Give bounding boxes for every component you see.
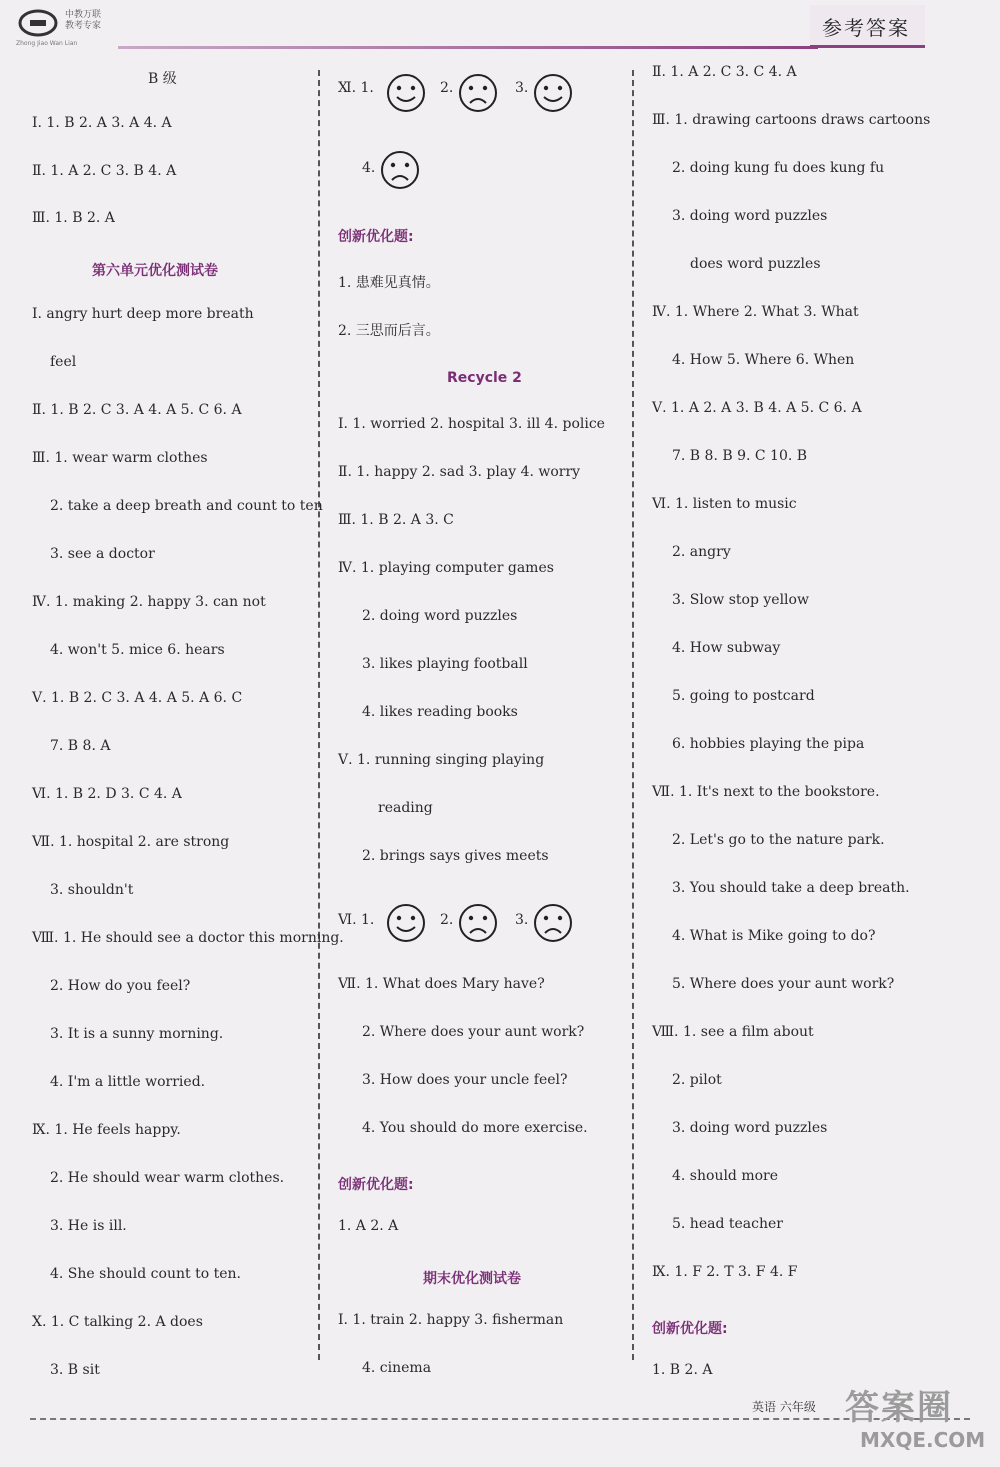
answer-line: 3. You should take a deep breath. [672,880,910,896]
answer-line: 2. angry [672,544,731,560]
answer-line: 4. You should do more exercise. [362,1120,588,1136]
answer-line: Ⅴ. 1. running singing playing [338,752,545,768]
answer-line: 1. B 2. A [652,1362,713,1378]
happy-face-icon [386,903,426,943]
answer-line: 1. 患难见真情。 [338,275,440,291]
answer-line: 3. [515,80,529,96]
answer-line: Ⅱ. 1. A 2. C 3. B 4. A [32,163,177,179]
answer-line: 6. hobbies playing the pipa [672,736,865,752]
answer-line: Ⅴ. 1. A 2. A 3. B 4. A 5. C 6. A [652,400,862,416]
answer-line: 4. should more [672,1168,779,1184]
answer-line: 3. see a doctor [50,546,155,562]
footer-rule [30,1418,970,1420]
answer-line: 3. doing word puzzles [672,208,828,224]
answer-line: 2. take a deep breath and count to ten [50,498,323,514]
answer-line: Ⅱ. 1. A 2. C 3. C 4. A [652,64,797,80]
section-heading: 创新优化题: [652,1321,728,1337]
answer-line: 3. Slow stop yellow [672,592,809,608]
answer-line: 2. brings says gives meets [362,848,549,864]
logo-subtext: Zhong Jiao Wan Lian [16,40,78,47]
answer-line: Ⅱ. 1. B 2. C 3. A 4. A 5. C 6. A [32,402,242,418]
answer-line: 2. Where does your aunt work? [362,1024,585,1040]
answer-line: 3. shouldn't [50,882,134,898]
answer-line: Ⅰ. 1. train 2. happy 3. fisherman [338,1312,564,1328]
answer-line: 4. [362,160,376,176]
column-divider [318,70,320,1360]
answer-line: 2. [440,80,454,96]
answer-line: Ⅲ. 1. B 2. A [32,210,115,226]
header-rule [118,46,818,49]
answer-line: 4. How subway [672,640,781,656]
sad-face-icon [458,903,498,943]
answer-line: Ⅳ. 1. making 2. happy 3. can not [32,594,266,610]
answer-line: Ⅳ. 1. Where 2. What 3. What [652,304,859,320]
answer-line: Ⅰ. 1. B 2. A 3. A 4. A [32,115,172,131]
answer-line: 4. What is Mike going to do? [672,928,876,944]
answer-line: Ⅷ. 1. He should see a doctor this morning. [32,930,344,946]
footer-subject: 英语 六年级 [752,1400,816,1414]
answer-line: 2. 三思而后言。 [338,323,440,339]
answer-line: 4. She should count to ten. [50,1266,241,1282]
answer-line: 4. I'm a little worried. [50,1074,206,1090]
section-heading: 第六单元优化测试卷 [92,263,218,279]
page-title: 参考答案 [822,16,910,40]
page-header [0,0,1000,55]
answer-line: 2. pilot [672,1072,722,1088]
answer-line: Ⅹ. 1. C talking 2. A does [32,1314,203,1330]
watermark-logo: 答案圈 [845,1388,953,1428]
answer-line: Ⅶ. 1. hospital 2. are strong [32,834,230,850]
answer-line: Ⅷ. 1. see a film about [652,1024,814,1040]
answer-line: 4. likes reading books [362,704,518,720]
answer-line: Ⅴ. 1. B 2. C 3. A 4. A 5. A 6. C [32,690,243,706]
answer-line: Ⅲ. 1. drawing cartoons draws cartoons [652,112,931,128]
answer-line: Ⅸ. 1. F 2. T 3. F 4. F [652,1264,798,1280]
answer-line: Ⅸ. 1. He feels happy. [32,1122,181,1138]
publisher-logo-icon [18,8,58,38]
answer-line: 2. [440,912,454,928]
answer-line: 3. [515,912,529,928]
answer-line: 5. head teacher [672,1216,783,1232]
answer-line: 2. He should wear warm clothes. [50,1170,285,1186]
happy-face-icon [533,73,573,113]
answer-line: Ⅺ. 1. [338,80,374,96]
answer-line: 7. B 8. A [50,738,111,754]
section-heading: Recycle 2 [447,370,522,386]
sad-face-icon [533,903,573,943]
answer-line: Ⅰ. 1. worried 2. hospital 3. ill 4. police [338,416,605,432]
answer-line: feel [50,354,77,370]
answer-line: 3. It is a sunny morning. [50,1026,224,1042]
answer-line: reading [378,800,433,816]
answer-line: Ⅰ. angry hurt deep more breath [32,306,254,322]
answer-line: Ⅵ. 1. listen to music [652,496,797,512]
answer-line: 3. He is ill. [50,1218,127,1234]
column-divider [632,70,634,1360]
answer-line: 2. How do you feel? [50,978,191,994]
answer-line: 3. B sit [50,1362,100,1378]
answer-line: does word puzzles [690,256,821,272]
answer-line: 7. B 8. B 9. C 10. B [672,448,808,464]
answer-line: 2. doing kung fu does kung fu [672,160,885,176]
answer-line: 4. How 5. Where 6. When [672,352,855,368]
section-heading: 期末优化测试卷 [423,1271,521,1287]
answer-line: Ⅱ. 1. happy 2. sad 3. play 4. worry [338,464,581,480]
answer-line: B 级 [148,71,177,87]
answer-line: Ⅵ. 1. B 2. D 3. C 4. A [32,786,182,802]
answer-line: Ⅲ. 1. wear warm clothes [32,450,208,466]
answer-line: 2. Let's go to the nature park. [672,832,885,848]
sad-face-icon [458,73,498,113]
answer-line: Ⅵ. 1. [338,912,375,928]
answer-line: 3. likes playing football [362,656,528,672]
answer-line: 4. won't 5. mice 6. hears [50,642,225,658]
answer-line: 3. How does your uncle feel? [362,1072,568,1088]
answer-line: 2. doing word puzzles [362,608,518,624]
logo-text: 中教万联 教考专家 [65,10,102,31]
watermark-url: MXQE.COM [860,1428,986,1452]
answer-line: 4. cinema [362,1360,432,1376]
answer-line: 5. Where does your aunt work? [672,976,895,992]
answer-line: Ⅶ. 1. It's next to the bookstore. [652,784,880,800]
answer-line: Ⅲ. 1. B 2. A 3. C [338,512,454,528]
section-heading: 创新优化题: [338,1177,414,1193]
section-heading: 创新优化题: [338,229,414,245]
answer-line: 5. going to postcard [672,688,815,704]
answer-line: Ⅳ. 1. playing computer games [338,560,554,576]
answer-line: Ⅶ. 1. What does Mary have? [338,976,545,992]
answer-line: 3. doing word puzzles [672,1120,828,1136]
answer-line: 1. A 2. A [338,1218,399,1234]
happy-face-icon [386,73,426,113]
sad-face-icon [380,150,420,190]
